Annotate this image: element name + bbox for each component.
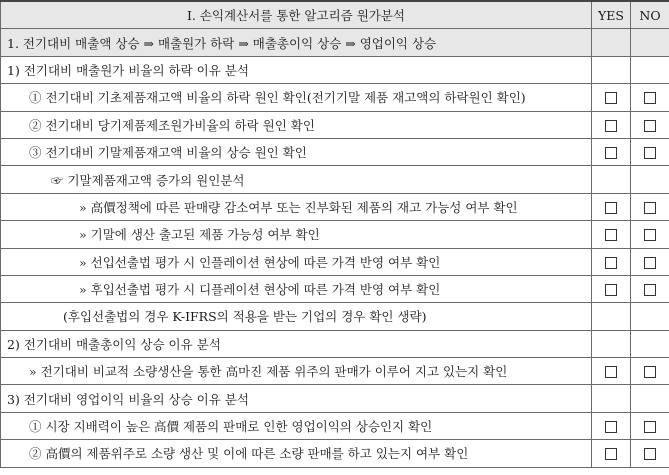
no-checkbox[interactable] [644, 257, 656, 269]
checklist-item-text: » 기말에 생산 출고된 제품 가능성 여부 확인 [1, 221, 592, 248]
no-checkbox[interactable] [644, 421, 656, 433]
no-cell [631, 221, 669, 248]
yes-cell [592, 248, 631, 275]
section-row [1, 56, 669, 83]
yes-cell [592, 84, 631, 111]
checklist-body [1, 1, 669, 467]
checklist-item-text: » 전기대비 비교적 소량생산을 통한 高마진 제품 위주의 판매가 이루어 지고 있는지 확인 [1, 358, 592, 385]
no-cell [631, 56, 669, 83]
no-checkbox[interactable] [644, 202, 656, 214]
yes-checkbox[interactable] [605, 229, 617, 241]
section-heading: 3) 전기대비 영업이익 비율의 상승 이유 분석 [1, 385, 592, 412]
yes-cell [592, 29, 631, 56]
yes-checkbox[interactable] [605, 366, 617, 378]
section-heading: 2) 전기대비 매출총이익 상승 이유 분석 [1, 330, 592, 357]
checklist-item-row [1, 193, 669, 220]
no-cell [631, 412, 669, 439]
no-cell [631, 111, 669, 138]
yes-checkbox[interactable] [605, 284, 617, 296]
yes-cell [592, 166, 631, 193]
section-row [1, 166, 669, 193]
no-cell [631, 29, 669, 56]
checklist-item-text: ① 시장 지배력이 높은 高價 제품의 판매로 인한 영업이익의 상승인지 확인 [1, 412, 592, 439]
yes-cell [592, 56, 631, 83]
yes-checkbox[interactable] [605, 448, 617, 460]
yes-cell [592, 111, 631, 138]
checklist-item-text: ② 高價의 제품위주로 소량 생산 및 이에 따른 소량 판매를 하고 있는지 여부 확인 [1, 440, 592, 467]
no-checkbox[interactable] [644, 284, 656, 296]
no-cell [631, 138, 669, 165]
no-checkbox[interactable] [644, 366, 656, 378]
no-cell [631, 248, 669, 275]
yes-checkbox[interactable] [605, 120, 617, 132]
no-cell [631, 166, 669, 193]
no-cell [631, 303, 669, 330]
header-row [1, 1, 669, 29]
section-heading: ☞ 기말제품재고액 증가의 원인분석 [1, 166, 592, 193]
section-row [1, 303, 669, 330]
no-checkbox[interactable] [644, 448, 656, 460]
yes-cell [592, 193, 631, 220]
checklist-item-row [1, 84, 669, 111]
checklist-item-row [1, 275, 669, 302]
checklist-item-row [1, 248, 669, 275]
yes-checkbox[interactable] [605, 202, 617, 214]
no-checkbox[interactable] [644, 229, 656, 241]
no-checkbox[interactable] [644, 92, 656, 104]
yes-cell [592, 303, 631, 330]
no-checkbox[interactable] [644, 120, 656, 132]
yes-column-header: YES [592, 1, 631, 29]
yes-cell [592, 440, 631, 467]
checklist-item-text: » 高價정책에 따른 판매량 감소여부 또는 진부화된 제품의 재고 가능성 여부 확인 [1, 193, 592, 220]
yes-cell [592, 221, 631, 248]
checklist-item-text: » 선입선출법 평가 시 인플레이션 현상에 따른 가격 반영 여부 확인 [1, 248, 592, 275]
checklist-item-row [1, 440, 669, 467]
no-cell [631, 193, 669, 220]
section-row [1, 385, 669, 412]
no-cell [631, 358, 669, 385]
no-cell [631, 275, 669, 302]
section-heading: (후입선출법의 경우 K-IFRS의 적용을 받는 기업의 경우 확인 생략) [1, 303, 592, 330]
section-row [1, 330, 669, 357]
yes-cell [592, 275, 631, 302]
table-title: Ⅰ. 손익계산서를 통한 알고리즘 원가분석 [1, 1, 592, 29]
checklist-item-row [1, 358, 669, 385]
yes-checkbox[interactable] [605, 257, 617, 269]
checklist-item-text: ② 전기대비 당기제품제조원가비율의 하락 원인 확인 [1, 111, 592, 138]
no-checkbox[interactable] [644, 147, 656, 159]
checklist-item-text: ① 전기대비 기초제품재고액 비율의 하락 원인 확인(전기기말 제품 재고액의 하락원인 확인) [1, 84, 592, 111]
checklist-item-text: ③ 전기대비 기말제품재고액 비율의 상승 원인 확인 [1, 138, 592, 165]
checklist-item-row [1, 221, 669, 248]
no-column-header: NO [631, 1, 669, 29]
no-cell [631, 330, 669, 357]
yes-checkbox[interactable] [605, 421, 617, 433]
yes-cell [592, 330, 631, 357]
yes-cell [592, 138, 631, 165]
section-heading: 1) 전기대비 매출원가 비율의 하락 이유 분석 [1, 56, 592, 83]
yes-cell [592, 358, 631, 385]
checklist-item-row [1, 111, 669, 138]
checklist-item-row [1, 138, 669, 165]
no-cell [631, 385, 669, 412]
section-row [1, 29, 669, 56]
checklist-item-text: » 후입선출법 평가 시 디플레이션 현상에 따른 가격 반영 여부 확인 [1, 275, 592, 302]
no-cell [631, 440, 669, 467]
yes-checkbox[interactable] [605, 92, 617, 104]
yes-cell [592, 385, 631, 412]
yes-checkbox[interactable] [605, 147, 617, 159]
checklist-item-row [1, 412, 669, 439]
yes-cell [592, 412, 631, 439]
section-heading: 1. 전기대비 매출액 상승 ⇒ 매출원가 하락 ⇒ 매출총이익 상승 ⇒ 영업이익 상승 [1, 29, 592, 56]
no-cell [631, 84, 669, 111]
